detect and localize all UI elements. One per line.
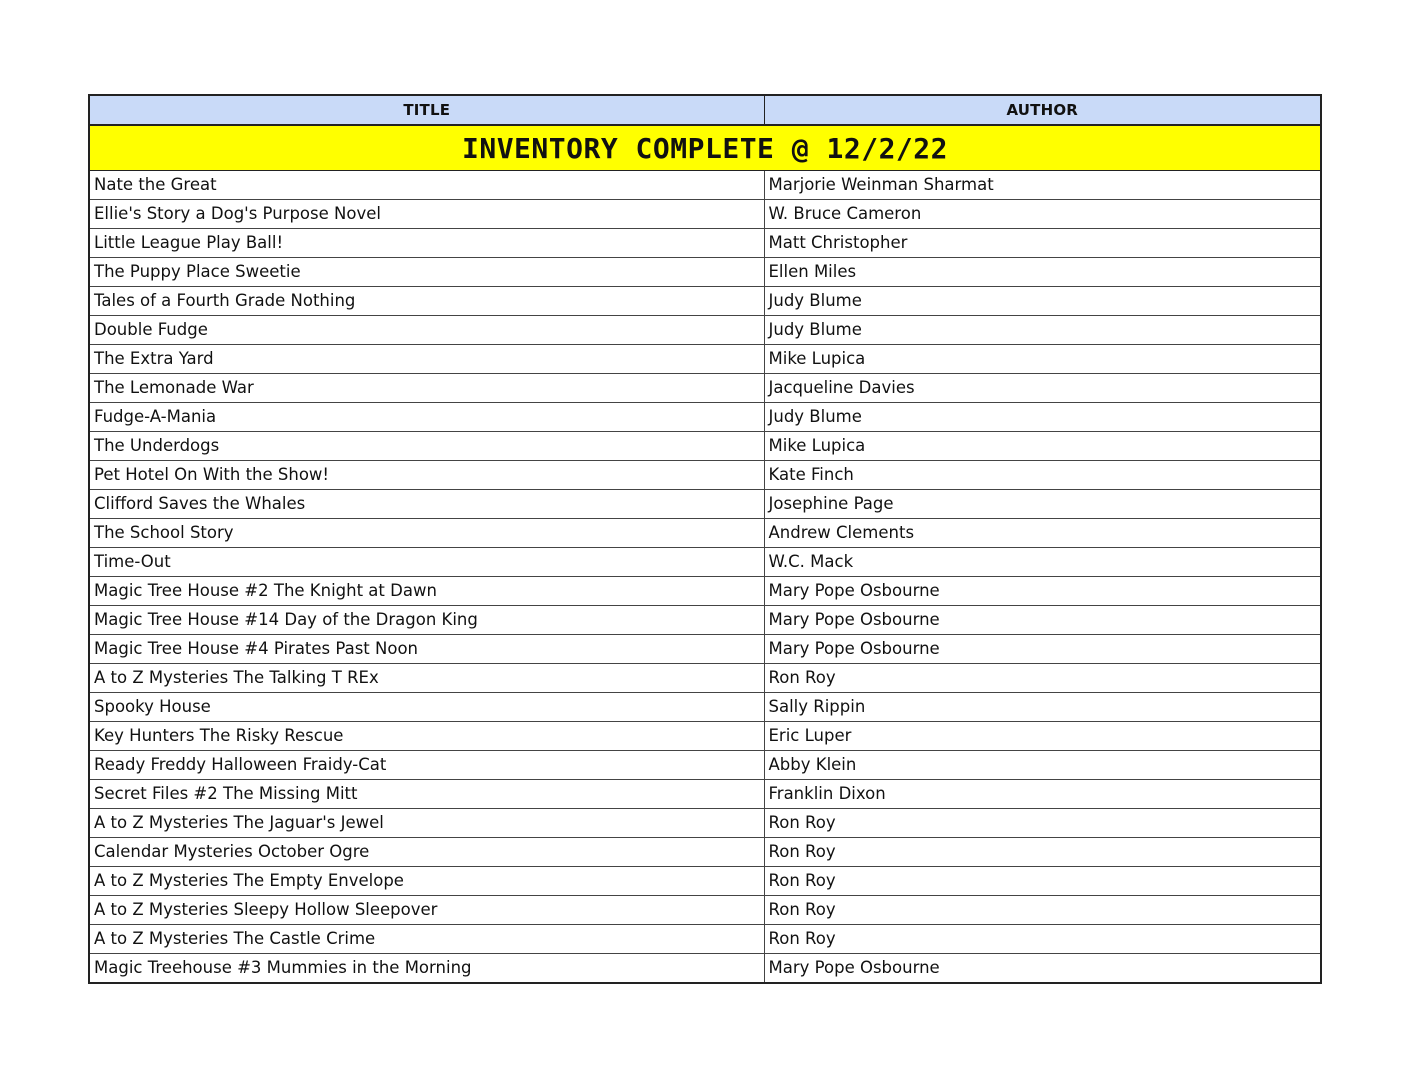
book-author: Judy Blume <box>764 403 1321 432</box>
table-row <box>89 664 1321 693</box>
book-author: Jacqueline Davies <box>764 374 1321 403</box>
book-author: Ron Roy <box>764 838 1321 867</box>
book-title: Magic Treehouse #3 Mummies in the Morning <box>89 954 764 984</box>
book-title: The School Story <box>89 519 764 548</box>
banner-row <box>89 125 1321 171</box>
inventory-complete-banner: INVENTORY COMPLETE @ 12/2/22 <box>89 125 1321 171</box>
table-row <box>89 780 1321 809</box>
title-column-header: TITLE <box>89 95 764 125</box>
book-title: Double Fudge <box>89 316 764 345</box>
table-row <box>89 490 1321 519</box>
table-row <box>89 345 1321 374</box>
table-row <box>89 287 1321 316</box>
book-title: Tales of a Fourth Grade Nothing <box>89 287 764 316</box>
book-author: Mary Pope Osbourne <box>764 606 1321 635</box>
book-author: Ron Roy <box>764 809 1321 838</box>
book-title: Ready Freddy Halloween Fraidy-Cat <box>89 751 764 780</box>
table-row <box>89 954 1321 984</box>
book-title: A to Z Mysteries The Jaguar's Jewel <box>89 809 764 838</box>
book-author: Sally Rippin <box>764 693 1321 722</box>
book-title: The Extra Yard <box>89 345 764 374</box>
book-title: Magic Tree House #4 Pirates Past Noon <box>89 635 764 664</box>
table-row <box>89 403 1321 432</box>
book-author: Judy Blume <box>764 287 1321 316</box>
table-row <box>89 838 1321 867</box>
table-row <box>89 635 1321 664</box>
book-title: Time-Out <box>89 548 764 577</box>
book-title: Magic Tree House #14 Day of the Dragon King <box>89 606 764 635</box>
book-title: Spooky House <box>89 693 764 722</box>
table-row <box>89 896 1321 925</box>
table-row <box>89 867 1321 896</box>
book-author: Mary Pope Osbourne <box>764 577 1321 606</box>
book-title: A to Z Mysteries The Castle Crime <box>89 925 764 954</box>
book-author: Andrew Clements <box>764 519 1321 548</box>
book-title: A to Z Mysteries Sleepy Hollow Sleepover <box>89 896 764 925</box>
table-row <box>89 751 1321 780</box>
book-author: Eric Luper <box>764 722 1321 751</box>
book-author: Abby Klein <box>764 751 1321 780</box>
table-row <box>89 722 1321 751</box>
book-author: Marjorie Weinman Sharmat <box>764 171 1321 200</box>
book-author: Mary Pope Osbourne <box>764 635 1321 664</box>
book-author: Ron Roy <box>764 867 1321 896</box>
table-row <box>89 577 1321 606</box>
table-row <box>89 258 1321 287</box>
book-title: The Lemonade War <box>89 374 764 403</box>
book-title: Fudge-A-Mania <box>89 403 764 432</box>
table-row <box>89 693 1321 722</box>
book-author: Josephine Page <box>764 490 1321 519</box>
book-author: W.C. Mack <box>764 548 1321 577</box>
table-row <box>89 200 1321 229</box>
table-row <box>89 548 1321 577</box>
author-column-header: AUTHOR <box>764 95 1321 125</box>
table-row <box>89 432 1321 461</box>
table-row <box>89 809 1321 838</box>
book-title: Clifford Saves the Whales <box>89 490 764 519</box>
book-title: A to Z Mysteries The Empty Envelope <box>89 867 764 896</box>
table-row <box>89 606 1321 635</box>
table-row <box>89 461 1321 490</box>
book-author: Franklin Dixon <box>764 780 1321 809</box>
book-title: Calendar Mysteries October Ogre <box>89 838 764 867</box>
book-title: Ellie's Story a Dog's Purpose Novel <box>89 200 764 229</box>
book-author: W. Bruce Cameron <box>764 200 1321 229</box>
book-author: Mike Lupica <box>764 345 1321 374</box>
book-author: Ellen Miles <box>764 258 1321 287</box>
book-title: A to Z Mysteries The Talking T REx <box>89 664 764 693</box>
book-title: Key Hunters The Risky Rescue <box>89 722 764 751</box>
book-title: The Underdogs <box>89 432 764 461</box>
table-row <box>89 229 1321 258</box>
book-title: Pet Hotel On With the Show! <box>89 461 764 490</box>
header-row <box>89 95 1321 125</box>
book-author: Mary Pope Osbourne <box>764 954 1321 984</box>
book-author: Ron Roy <box>764 896 1321 925</box>
inventory-table <box>88 94 1322 984</box>
inventory-body <box>89 125 1321 983</box>
book-author: Ron Roy <box>764 925 1321 954</box>
table-row <box>89 519 1321 548</box>
inventory-sheet <box>88 94 1320 984</box>
book-author: Ron Roy <box>764 664 1321 693</box>
book-title: The Puppy Place Sweetie <box>89 258 764 287</box>
table-row <box>89 316 1321 345</box>
table-row <box>89 171 1321 200</box>
book-author: Judy Blume <box>764 316 1321 345</box>
book-title: Nate the Great <box>89 171 764 200</box>
table-row <box>89 374 1321 403</box>
table-row <box>89 925 1321 954</box>
book-author: Kate Finch <box>764 461 1321 490</box>
book-author: Mike Lupica <box>764 432 1321 461</box>
book-title: Little League Play Ball! <box>89 229 764 258</box>
book-author: Matt Christopher <box>764 229 1321 258</box>
book-title: Magic Tree House #2 The Knight at Dawn <box>89 577 764 606</box>
book-title: Secret Files #2 The Missing Mitt <box>89 780 764 809</box>
